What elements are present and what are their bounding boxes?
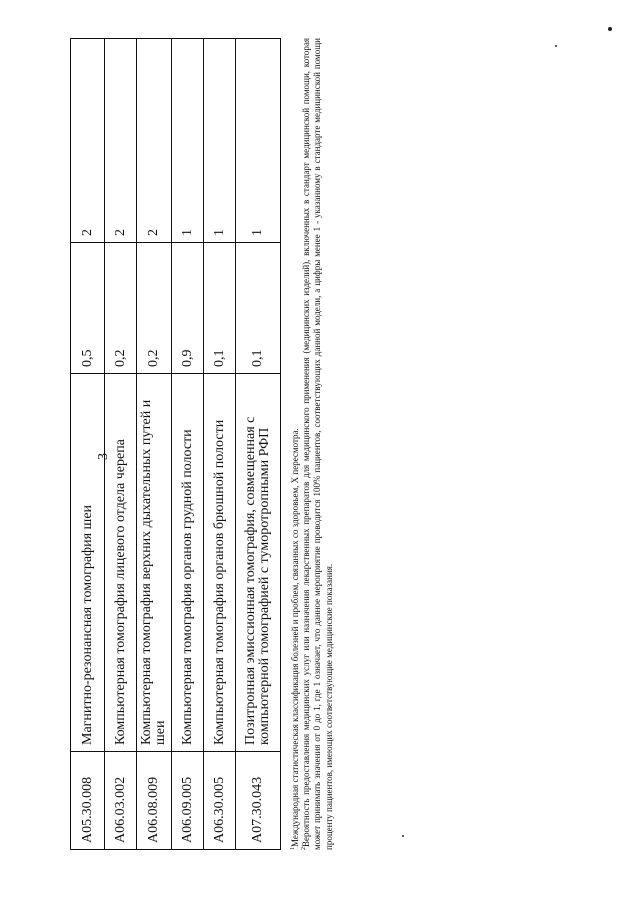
footnote-1-text: Международная статистическая классификация болезней и проблем, связанных со здоровьем, X пересмотра. <box>290 428 300 847</box>
multiplicity-value: 2 <box>137 39 172 243</box>
service-code: A06.03.002 <box>105 752 137 850</box>
page-number: 3 <box>96 453 111 460</box>
frequency-value: 0,2 <box>105 243 137 374</box>
footnote-2-text: Вероятность предоставления медицинских услуг или назначения лекарственных препаратов для медицинского применения (медицинских изделий), включенных в стандарт медицинской помощи, которая может принимать значения от 0 до 1, где 1 означает, что данное мероприятие проводится 100% пациентов, соответствующих данной модели, а цифры менее 1 - указанному в стандарте медицинской помощи проценту пациентов, имеющих соответствующие медицинские показания. <box>301 38 334 850</box>
frequency-value: 0,1 <box>204 243 236 374</box>
scan-speck <box>402 835 404 837</box>
footnote-2-mark: 2 <box>301 847 308 850</box>
table-row <box>137 39 172 850</box>
procedures-table <box>70 38 281 850</box>
service-name: Компьютерная томография органов грудной полости <box>172 374 204 752</box>
multiplicity-value: 1 <box>236 39 281 243</box>
footnote-2 <box>301 38 335 850</box>
footnotes <box>290 38 335 850</box>
rotated-page-content <box>70 38 334 850</box>
scan-speck <box>608 27 612 31</box>
footnote-1 <box>290 38 301 850</box>
frequency-value: 0,2 <box>137 243 172 374</box>
frequency-value: 0,9 <box>172 243 204 374</box>
service-code: A05.30.008 <box>71 752 105 850</box>
multiplicity-value: 2 <box>105 39 137 243</box>
table-row <box>172 39 204 850</box>
service-name: Компьютерная томография лицевого отдела черепа <box>105 374 137 752</box>
multiplicity-value: 2 <box>71 39 105 243</box>
table-row <box>204 39 236 850</box>
multiplicity-value: 1 <box>204 39 236 243</box>
frequency-value: 0,1 <box>236 243 281 374</box>
table-row <box>105 39 137 850</box>
service-name: Магнитно-резонансная томография шеи <box>71 374 105 752</box>
service-name: Компьютерная томография органов брюшной полости <box>204 374 236 752</box>
multiplicity-value: 1 <box>172 39 204 243</box>
footnote-1-mark: 1 <box>290 847 296 850</box>
service-code: A06.09.005 <box>172 752 204 850</box>
service-code: A06.30.005 <box>204 752 236 850</box>
service-code: A07.30.043 <box>236 752 281 850</box>
service-name: Компьютерная томография верхних дыхательных путей и шеи <box>137 374 172 752</box>
scan-speck <box>555 45 557 47</box>
frequency-value: 0,5 <box>71 243 105 374</box>
service-code: A06.08.009 <box>137 752 172 850</box>
table-row <box>71 39 105 850</box>
table-row <box>236 39 281 850</box>
service-name: Позитронная эмиссионная томография, совмещенная с компьютерной томографией с туморотропными РФП <box>236 374 281 752</box>
